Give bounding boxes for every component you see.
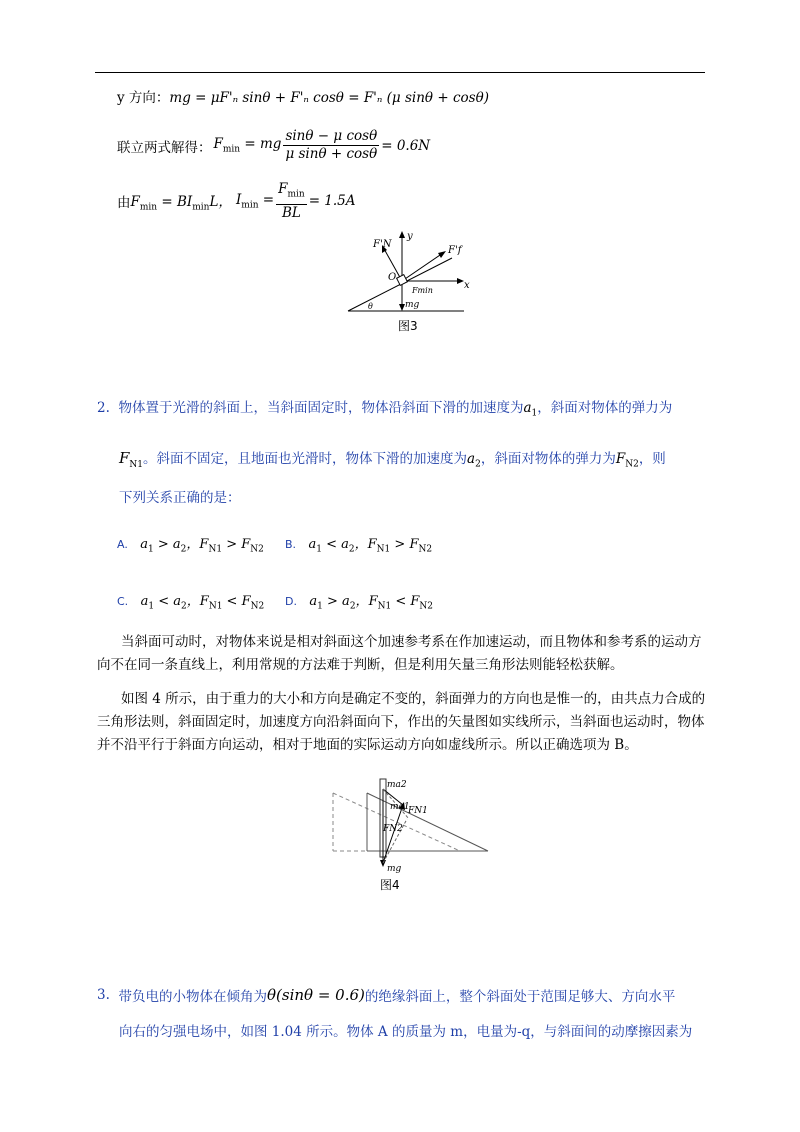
option-c-letter: C. (117, 595, 129, 608)
from-numerator-sub: min (287, 189, 305, 200)
option-a-letter: A. (117, 538, 128, 551)
from-eq1-sub: min (139, 202, 158, 213)
q3-line1-b: 的绝缘斜面上，整个斜面处于范围足够大、方向水平 (364, 989, 676, 1005)
q2-line3: 下列关系正确的是： (119, 490, 241, 506)
figure-4 (325, 775, 495, 875)
fig3-label-mg: mg (405, 300, 420, 310)
q2-fn2: F (615, 451, 626, 467)
opt-c-s3: N1 (208, 601, 223, 612)
from-result: = 1.5A (308, 193, 356, 210)
fig3-label-o: O (388, 272, 397, 283)
from-eq1: F (130, 194, 140, 210)
from-eq1-end: L， (209, 194, 232, 210)
opt-a-p4: F (241, 537, 251, 552)
solve-line (117, 128, 430, 163)
fig4-label-fn2: FN2 (383, 824, 403, 834)
from-eq1-rest: = BI (157, 194, 193, 210)
header-rule (95, 72, 705, 73)
q2-a2-sub: 2 (475, 459, 481, 470)
opt-b-sep: ， (354, 537, 368, 552)
opt-c-p4: F (241, 594, 251, 609)
opt-d-p2: a (342, 594, 350, 609)
opt-a-p1: a (140, 537, 148, 552)
option-b-letter: B. (285, 538, 297, 551)
solve-denominator: μ sinθ + cosθ (285, 146, 378, 162)
opt-c-s1: 1 (148, 601, 155, 612)
fig4-label-mg: mg (387, 864, 402, 874)
q2-line1-a: 物体置于光滑的斜面上，当斜面固定时，物体沿斜面下滑的加速度为 (118, 400, 524, 416)
opt-a-p2: a (172, 537, 181, 552)
opt-b-p3: F (367, 537, 377, 552)
y-direction-equation: mg = μF'ₙ sinθ + F'ₙ cosθ = F'ₙ (μ sinθ + cosθ) (169, 90, 489, 106)
q2-a2: a (467, 451, 476, 467)
opt-d-sep: ， (355, 594, 369, 609)
fig4-label-ma2: ma2 (387, 780, 407, 790)
fig3-label-x: x (464, 280, 470, 291)
opt-b-s2: 2 (348, 544, 355, 555)
q2-option-d[interactable] (285, 590, 433, 612)
opt-d-p4: F (410, 594, 420, 609)
fig3-label-ff: F'f (448, 245, 462, 256)
fig3-ff-arrow (438, 251, 446, 258)
opt-d-s3: N1 (377, 601, 392, 612)
q2-line2-b: ，斜面对物体的弹力为 (480, 451, 616, 467)
solve-label: 联立两式解得： (117, 139, 212, 156)
opt-c-p2: a (173, 594, 182, 609)
fig3-y-arrow (399, 231, 405, 238)
opt-c-p1: a (140, 594, 149, 609)
opt-b-p4: F (409, 537, 419, 552)
from-denominator: BL (281, 204, 301, 221)
from-label: 由 (117, 195, 131, 212)
fig3-label-fmin: Fmin (412, 286, 433, 295)
fig3-label-y: y (407, 231, 413, 242)
opt-c-s2: 2 (181, 601, 187, 612)
opt-d-op2: < (391, 594, 411, 609)
fig3-ff-vector (402, 253, 443, 281)
solve-mid: = mg (240, 136, 282, 153)
q2-option-c[interactable] (117, 590, 264, 612)
q2-line2-c: ，则 (638, 451, 666, 467)
q3-line1-a: 带负电的小物体在倾角为 (118, 989, 267, 1005)
opt-b-s3: N1 (376, 544, 391, 555)
opt-c-op1: < (154, 594, 174, 609)
solve-lhs-sub: min (222, 144, 241, 155)
opt-c-op2: < (222, 594, 242, 609)
from-eq2-sub: min (241, 200, 259, 211)
opt-b-op1: < (321, 537, 342, 552)
opt-b-p1: a (308, 537, 317, 552)
fig3-block (397, 275, 408, 286)
fig4-label-fn1: FN1 (408, 806, 428, 816)
q2-line2 (119, 447, 666, 470)
opt-d-s2: 2 (349, 601, 356, 612)
q3-line2: 向右的匀强电场中，如图 1.04 所示。物体 A 的质量为 m，电量为-q，与斜面间的动摩擦因素为 (119, 1024, 693, 1040)
opt-a-op1: > (153, 537, 173, 552)
opt-a-op2: > (222, 537, 242, 552)
q2-number: 2. (97, 400, 110, 416)
fig3-label-theta: θ (368, 302, 373, 311)
q3-line1-math: θ(sinθ = 0.6) (266, 986, 365, 1004)
fig4-mg-arrow (380, 860, 386, 867)
opt-b-s1: 1 (316, 544, 322, 555)
q2-a1: a (523, 400, 532, 416)
q3-number: 3. (97, 987, 110, 1003)
opt-a-sep: ， (186, 537, 200, 552)
figure-4-caption: 图4 (380, 878, 400, 892)
opt-d-p1: a (309, 594, 318, 609)
q2-option-b[interactable] (285, 533, 432, 555)
from-line (117, 181, 356, 222)
solve-fraction (283, 128, 379, 163)
q2-line1-b: ，斜面对物体的弹力为 (537, 400, 673, 416)
opt-a-s1: 1 (148, 544, 154, 555)
from-eq2: I (235, 192, 242, 208)
solve-numerator: sinθ − μ cosθ (285, 128, 378, 144)
q2-fn1: F (119, 449, 130, 467)
option-d-letter: D. (285, 595, 297, 608)
solve-lhs: F (213, 136, 223, 153)
q2-fn2-sub: N2 (625, 459, 639, 470)
figure-3 (340, 225, 480, 320)
opt-b-p2: a (341, 537, 349, 552)
solve-result: = 0.6N (381, 137, 431, 154)
from-eq2-mid: = (258, 192, 275, 208)
explanation-paragraph-2: 如图 4 所示，由于重力的大小和方向是确定不变的，斜面弹力的方向也是惟一的，由共点力合成的三角形法则，斜面固定时，加速度方向沿斜面向下，作出的矢量图如实线所示，当斜面也运动时，物体并不沿平行于斜面方向运动，相对于地面的实际运动方向如虚线所示。所以正确选项为 B。 (97, 691, 706, 753)
opt-d-op1: > (322, 594, 343, 609)
opt-a-s3: N1 (208, 544, 223, 555)
opt-b-s4: N2 (418, 544, 433, 555)
figure-3-caption: 图3 (398, 319, 418, 333)
y-direction-label: y 方向： (117, 90, 170, 106)
fig4-label-ma1: ma1 (390, 802, 410, 812)
opt-b-op2: > (390, 537, 410, 552)
q2-a1-sub: 1 (531, 408, 538, 419)
q2-option-a[interactable] (117, 533, 264, 555)
opt-a-s2: 2 (180, 544, 187, 555)
opt-c-p3: F (199, 594, 209, 609)
q3-line1 (97, 985, 675, 1005)
q2-line2-a: 。斜面不固定，且地面也光滑时，物体下滑的加速度为 (143, 451, 468, 467)
y-direction-line (117, 86, 489, 106)
opt-d-s1: 1 (317, 601, 323, 612)
q2-line1 (97, 396, 672, 419)
from-eq1-sub2: min (192, 202, 210, 213)
fig3-label-fn: F'N (373, 239, 392, 250)
opt-c-s4: N2 (250, 601, 265, 612)
opt-c-sep: ， (186, 594, 200, 609)
q2-fn1-sub: N1 (129, 460, 144, 470)
fig4-incline-slope (367, 793, 488, 851)
fig3-x-arrow (457, 278, 464, 284)
opt-a-s4: N2 (250, 544, 264, 555)
from-numerator: F (278, 181, 288, 197)
opt-d-p3: F (368, 594, 378, 609)
opt-a-p3: F (199, 537, 209, 552)
explanation-paragraph-1: 当斜面可动时，对物体来说是相对斜面这个加速参考系在作加速运动，而且物体和参考系的运动方向不在同一条直线上，利用常规的方法难于判断，但是利用矢量三角形法则能轻松获解。 (97, 634, 702, 673)
opt-d-s4: N2 (419, 601, 434, 612)
from-fraction (276, 181, 307, 222)
